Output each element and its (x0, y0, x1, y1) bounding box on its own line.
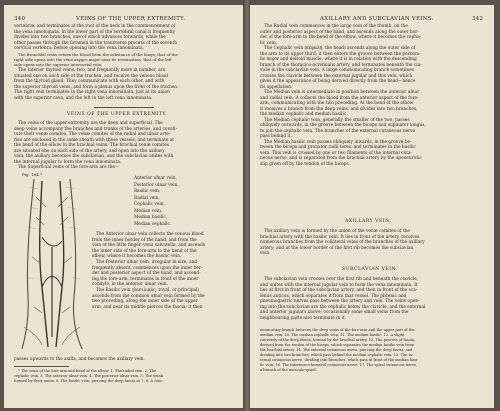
text-line: to join the cephalic vein. The branches of the external cutaneous nerve (260, 128, 416, 134)
text-line: brachial artery with the basilic vein. It lies in front of the artery, receives (260, 234, 420, 240)
section-heading-veins: VEINS OF THE UPPER EXTREMITY. (67, 112, 168, 117)
footnote-line: * The veins of the fore-arm and bend of the elbow. 1. The radial vein. 2. The (18, 369, 157, 373)
section-heading-subclavian: SUBCLAVIAN VEIN. (342, 267, 398, 272)
text-line: der and posterior aspect of the hand, and ascend- (92, 271, 201, 276)
text-line: from the thyroid gland. They communicate with each other, and with (14, 79, 165, 84)
figure-caption: Fig. 184.* (22, 172, 43, 177)
text-line: and radial vein; it collects the blood from the anterior aspect of the fore- (260, 95, 419, 101)
text-line: two preceding, along the inner side of the upper (92, 299, 198, 304)
text-line: vicle in the subclavian vein. A large communicating branch sometimes (260, 68, 414, 73)
text-line: the arm to its upper third; it then enters the groove between the pectora- (260, 51, 421, 57)
text-line: numerous branches from the collateral veins of the branches of the axillary (260, 240, 425, 245)
text-line: it receives a branch from the deep veins, and divides into two branches, (260, 106, 418, 112)
right-page (250, 5, 494, 408)
text-line: The Radial vein commences in the large vein of the thumb, on the (264, 24, 408, 29)
text-line: The Median cephalic vein, generally the smaller of the two, passes (264, 117, 410, 123)
page-number-right: 342 (472, 16, 484, 22)
footnote-line: median vein. 10. The median cephalic vein. 11. The median basilic. 12. A slight (260, 333, 405, 337)
text-line: The Posterior ulnar vein, irregular in size, and (96, 260, 198, 265)
section-heading-axillary: AXILLARY VEIN. (345, 219, 392, 224)
vein-list-item: Anterior ulnar vein, (134, 176, 177, 181)
text-line: situated one on each side of the trachea, and receive the venous blood (14, 73, 169, 79)
text-line: frequently absent, commences upon the inner bor- (92, 265, 203, 271)
text-line: lic vein. (260, 40, 277, 46)
text-line: lies at first in front of the subclavian artery, and then in front of the sca- (260, 288, 418, 293)
vein-list-item: Median cephalic. (134, 221, 172, 227)
text-line: slip given off by the tendon of the biceps. (260, 161, 351, 167)
text-line: branch of the thoracico-acromialis artery, and terminates beneath the cla- (260, 62, 422, 68)
text-line: ascends from the common ulnar vein formed by the (92, 293, 205, 299)
text-line: ries are enclosed in the same sheath with those vessels, and terminate at (14, 137, 175, 143)
text-line: arm, communicating with the two preceding. At the bend of the elbow (260, 101, 414, 106)
footnote-line: formed by their union. 6. The basilic vein, piercing the deep fascia at 7. 8. A com- (14, 379, 163, 383)
text-line: The Bronchial veins return the blood from the substance of the lungs; that of the (18, 52, 178, 57)
text-line: its appellation. (260, 84, 293, 90)
text-line: lenus anticus, which separates it from that vessel. The phrenic and (260, 293, 407, 299)
text-line: vein. This vein is crossed by one or two filaments of the internal cuta- (260, 150, 413, 156)
section-divider (94, 107, 154, 108)
text-line: The veins of the upper extremity are the deep and superficial. The (18, 121, 163, 126)
text-line: der of the fore-arm to the bend of the elbow, where it becomes the cepha- (260, 35, 422, 40)
text-line: outer and posterior aspect of the hand, and ascends along the outer bor- (260, 29, 419, 35)
text-line: the vena innominata. In the lower part of the vertebral canal it frequently (14, 29, 176, 35)
text-line: deep veins accompany the branches and trunks of the arteries, and consti- (14, 126, 178, 132)
vein-list-item: Radial vein, (134, 195, 160, 201)
text-line: vertebræ, and terminates at the root of the neck in the commencement of (14, 24, 176, 29)
text-line: from the inner border of the hand, and from the (92, 237, 197, 243)
text-line: the median cephalic and median basilic. (260, 112, 348, 117)
vein-list-item: Median vein, (134, 208, 163, 214)
text-line: The Median vein is intermediate in position between the anterior ulnar (264, 90, 420, 95)
text-line: the inner side of the fore-arm to the bend of the (92, 248, 197, 254)
page-number-left: 340 (14, 16, 26, 22)
footnote-line: lic vein. 16. The internuscu-humeral cutaneous nerve. 17. The spiral cutaneous nerve, (260, 363, 418, 367)
text-line: divides into two branches, one of which advances forwards, while the (14, 35, 166, 40)
text-line: artery; and at the lower border of the first rib becomes the subclavian (260, 245, 414, 251)
text-line: other passes through the foramen in the transverse process of the seventh (14, 40, 178, 46)
text-line: right side opens into the vena azygos major near its termination; that of the left (14, 57, 172, 62)
text-line: vein of the little finger, vena salvatella, and ascends (92, 243, 206, 248)
footnote-line: a branch of the musculo-spiral. (260, 368, 317, 372)
text-line: The Basilic vein (βασιλικὸς, royal, or principal) (96, 288, 200, 293)
text-line: and anterior jugulars above; occasionally some small veins from the (260, 310, 409, 315)
text-line: cervical vertebra, before opening into the vena innominata. (14, 46, 145, 51)
text-line: with the superior cava, and the left in the left vena innominata. (14, 95, 153, 101)
running-head-right: AXILLARY AND SUBCLAVIAN VEINS. (320, 16, 434, 22)
text-line: the bend of the elbow in the brachial veins. The brachial venæ comites (14, 143, 169, 148)
text-line: neous nerve, and is separated from the brachial artery by the aponeurotic (260, 156, 422, 161)
text-line: the internal jugular to form the vena innominata. (14, 159, 122, 165)
text-line: pneumogastric nerves pass between the artery and vein. The veins open- (260, 299, 420, 304)
forearm-veins-illustration (12, 177, 92, 352)
text-line: The subclavian vein crosses over the first rib and beneath the clavicle, (264, 277, 419, 282)
text-line: the superior thyroid veins, and form a plexus upon the front of the trachea. (14, 84, 179, 90)
text-line: tween the biceps and pronator radii teres, and terminates in the basilic (260, 145, 416, 150)
text-line: The Median basilic vein passes obliquely inwards, in the groove be- (264, 139, 412, 145)
text-line: ing the fore-arm, terminates in front of the inner (92, 276, 199, 282)
footnote-line: dividing into two branches, which pass behind the median cephalic vein. 15. The in- (260, 353, 414, 357)
text-line: crosses the clavicle between the external jugular and this vein, which (260, 73, 413, 79)
text-line: The Inferior thyroid veins, two, and frequently more in number, are (18, 68, 166, 73)
text-line: The Superficial veins of the fore-arm are the— (18, 165, 120, 170)
text-line: The right vein terminates in the right vena innominata, just at its union (14, 90, 170, 95)
text-line: ing into the subclavian are the cephalic below the clavicle, and the external (260, 304, 426, 310)
vein-list-item: Posterior ulnar vein, (134, 182, 179, 188)
text-line: elbow, where it becomes the basilic vein. (92, 254, 182, 259)
text-line: vein. (260, 251, 271, 256)
vein-list-item: Cephalic vein, (134, 202, 165, 207)
text-line: pass behind it. (260, 134, 292, 139)
text-line: neighbouring parts also terminate in it. (260, 315, 347, 321)
text-line: lis major and deltoid muscle, where it is in relation with the descending (260, 57, 417, 62)
footnote-line: derived from the tendon of the biceps, which separates the median basilic vein from (260, 343, 414, 347)
text-line: obliquely outwards, in the groove between the biceps and supinator longus, (260, 123, 426, 128)
text-line: are situated one on each side of the artery, and open into the axillary (14, 148, 165, 154)
text-line: passes upwards to the axilla, and becomes the axillary vein. (14, 357, 145, 362)
vein-list-item: Median basilic, (134, 215, 168, 220)
text-line: and unites with the internal jugular vein to form the vena innominata. It (260, 282, 418, 288)
footnote-line: cephalic vein. 3. The anterior ulnar vein. 4. The posterior ulnar vein. 5. The trunk (14, 374, 163, 378)
text-line: The Cephalic vein (κεφαλή, the head) ascends along the outer side of (264, 46, 416, 51)
footnote-line: the brachial artery. 14. The external cutaneous nerve, piercing the deep fascia, and (260, 348, 413, 352)
running-head-left: VEINS OF THE UPPER EXTREMITY. (76, 16, 186, 22)
footnote-line: ternal cutaneous nerve, dividing into branches, which pass in front of the median basi- (260, 358, 419, 362)
text-line: gives it the appearance of being derived directly from the head—hence (260, 79, 416, 84)
text-line: tute their venæ comites. The venæ comites of the radial and ulnar arte- (14, 132, 171, 137)
text-line: The Anterior ulnar vein collects the venous blood (96, 232, 204, 237)
text-line: The axillary vein is formed by the union of the venæ comites of the (264, 229, 410, 234)
left-page (4, 5, 244, 408)
footnote-divider (14, 366, 69, 367)
text-line: vein; the axillary becomes the subclavian, and the subclavian unites with (14, 154, 174, 159)
text-line: arm, and near its middle pierces the fascia; it then (92, 304, 203, 310)
text-line: side opens into the superior intercostal vein. (14, 62, 103, 67)
footnote-line: convexity of the deep fascia, formed by the brachial artery. 13. The process of fascia, (260, 338, 416, 342)
text-line: condyle, in the anterior ulnar vein. (92, 282, 168, 287)
vein-list-item: Basilic vein, (134, 189, 161, 194)
footnote-line: municating branch between the deep veins of the fore-arm and the upper part of the (260, 328, 415, 332)
